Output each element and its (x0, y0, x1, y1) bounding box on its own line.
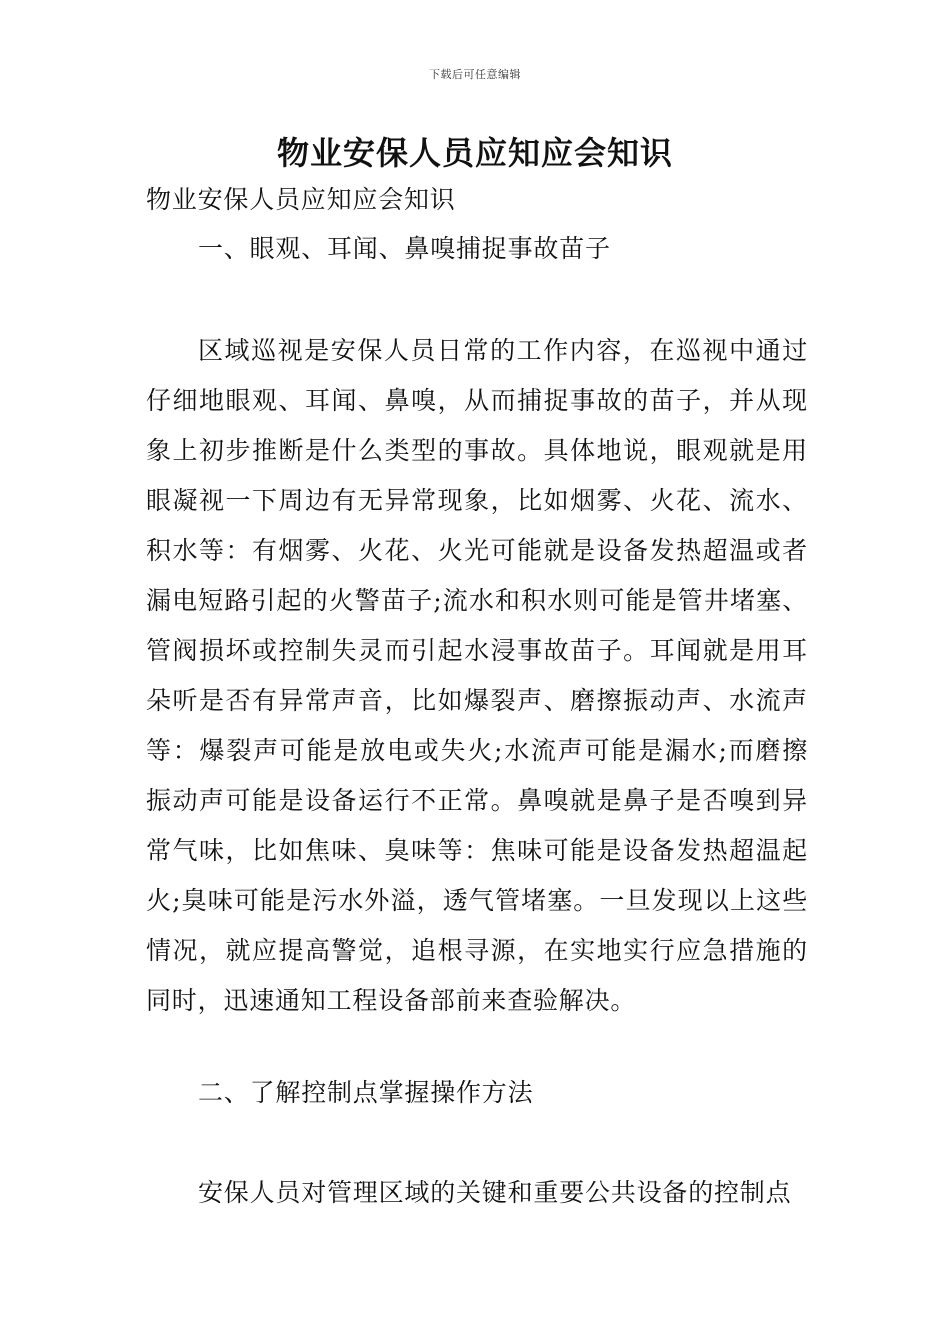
section-heading-1: 一、眼观、耳闻、鼻嗅捕捉事故苗子 (198, 234, 611, 263)
header-note: 下载后可任意编辑 (429, 68, 521, 81)
section-paragraph-1: 区域巡视是安保人员日常的工作内容，在巡视中通过仔细地眼观、耳闻、鼻嗅，从而捕捉事故的苗子，并从现象上初步推断是什么类型的事故。具体地说，眼观就是用眼凝视一下周边有无异常现象，比如烟雾、火花、流水、积水等：有烟雾、火花、火光可能就是设备发热超温或者漏电短路引起的火警苗子;流水和积水则可能是管井堵塞、管阀损坏或控制失灵而引起水浸事故苗子。耳闻就是用耳朵听是否有异常声音，比如爆裂声、磨擦振动声、水流声等：爆裂声可能是放电或失火;水流声可能是漏水;而磨擦振动声可能是设备运行不正常。鼻嗅就是鼻子是否嗅到异常气味，比如焦味、臭味等：焦味可能是设备发热超温起火;臭味可能是污水外溢，透气管堵塞。一旦发现以上这些情况，就应提高警觉，追根寻源，在实地实行应急措施的同时，迅速通知工程设备部前来查验解决。 (146, 336, 808, 1015)
document-title: 物业安保人员应知应会知识 (276, 134, 673, 172)
section-heading-2: 二、了解控制点掌握操作方法 (198, 1078, 534, 1107)
section-paragraph-2: 安保人员对管理区域的关键和重要公共设备的控制点 (198, 1178, 792, 1207)
document-subtitle: 物业安保人员应知应会知识 (146, 185, 456, 214)
